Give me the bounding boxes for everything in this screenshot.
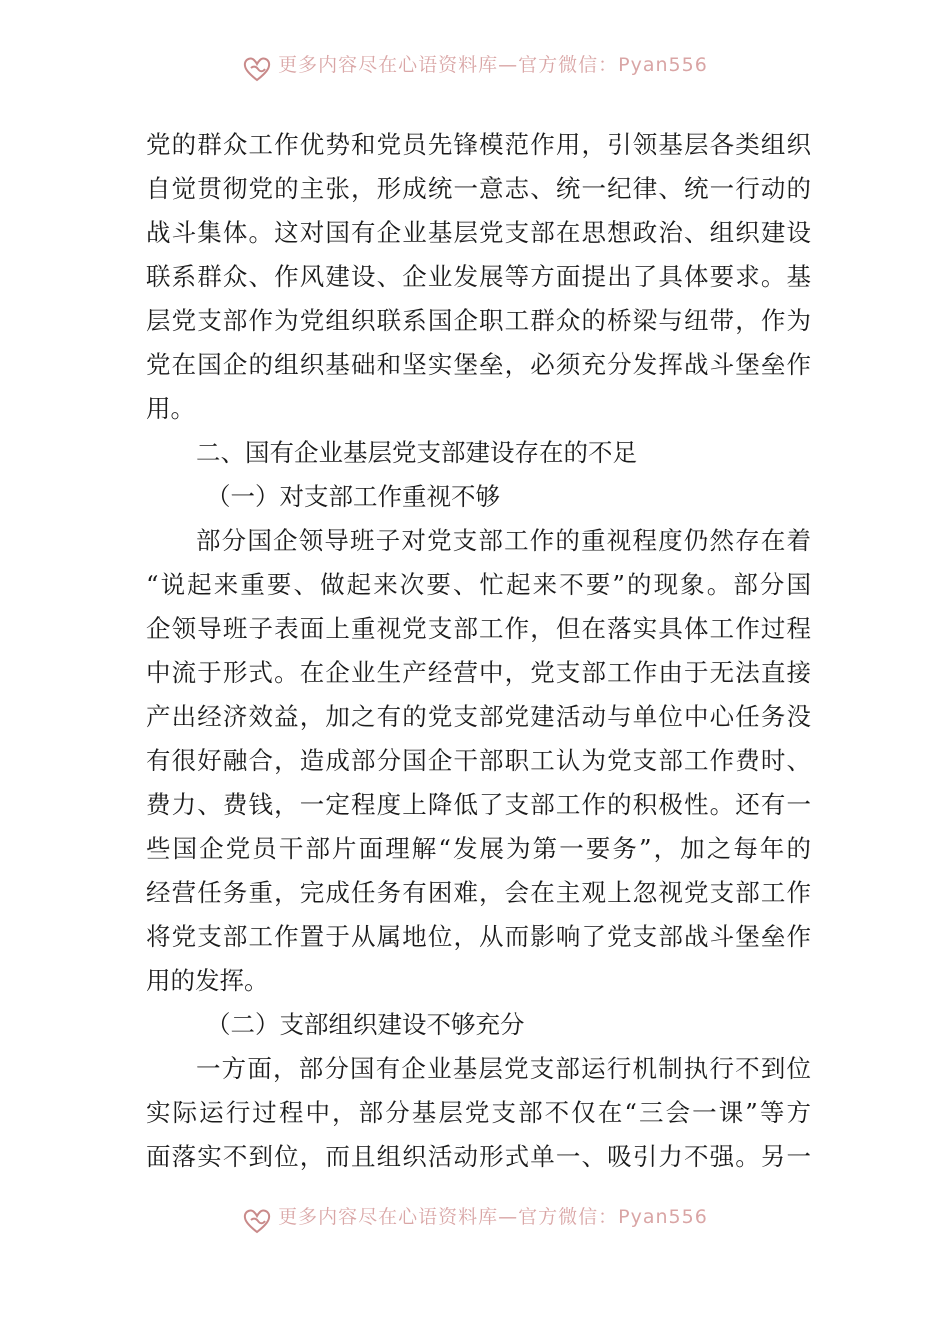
text-line: 经营任务重，完成任务有困难，会在主观上忽视党支部工作 — [146, 878, 811, 907]
heart-logo-icon — [242, 54, 272, 84]
text-line: 用的发挥。 — [146, 966, 269, 995]
text-line: 企领导班子表面上重视党支部工作，但在落实具体工作过程 — [146, 614, 811, 643]
text-line: 党的群众工作优势和党员先锋模范作用，引领基层各类组织 — [146, 130, 811, 159]
text-line: 层党支部作为党组织联系国企职工群众的桥梁与纽带，作为 — [146, 306, 811, 335]
section-heading: 二、国有企业基层党支部建设存在的不足 — [196, 438, 637, 467]
text-line: 用。 — [146, 394, 195, 423]
watermark-banner-top — [0, 52, 950, 86]
text-line: 产出经济效益，加之有的党支部党建活动与单位中心任务没 — [146, 702, 811, 731]
text-line: 部分国企领导班子对党支部工作的重视程度仍然存在着 — [196, 526, 811, 555]
text-line: 将党支部工作置于从属地位，从而影响了党支部战斗堡垒作 — [146, 922, 811, 951]
text-line: 费力、费钱，一定程度上降低了支部工作的积极性。还有一 — [146, 790, 811, 819]
text-line: “说起来重要、做起来次要、忙起来不要”的现象。部分国 — [146, 570, 811, 599]
document-body — [146, 123, 811, 1179]
watermark-banner-bottom — [0, 1204, 950, 1238]
text-line: 战斗集体。这对国有企业基层党支部在思想政治、组织建设 — [146, 218, 811, 247]
heart-logo-icon — [242, 1206, 272, 1236]
text-line: 有很好融合，造成部分国企干部职工认为党支部工作费时、 — [146, 746, 811, 775]
text-line: 实际运行过程中，部分基层党支部不仅在“三会一课”等方 — [146, 1098, 811, 1127]
text-line: 中流于形式。在企业生产经营中，党支部工作由于无法直接 — [146, 658, 811, 687]
text-line: 些国企党员干部片面理解“发展为第一要务”，加之每年的 — [146, 834, 811, 863]
watermark-text-bottom: 更多内容尽在心语资料库—官方微信：Pyan556 — [278, 1205, 708, 1228]
text-line: 联系群众、作风建设、企业发展等方面提出了具体要求。基 — [146, 262, 811, 291]
text-line: 党在国企的组织基础和坚实堡垒，必须充分发挥战斗堡垒作 — [146, 350, 811, 379]
watermark-text-top: 更多内容尽在心语资料库—官方微信：Pyan556 — [278, 53, 708, 76]
text-line: 一方面，部分国有企业基层党支部运行机制执行不到位 — [196, 1054, 811, 1083]
text-line: 自觉贯彻党的主张，形成统一意志、统一纪律、统一行动的 — [146, 174, 811, 203]
text-line: 面落实不到位，而且组织活动形式单一、吸引力不强。另一 — [146, 1142, 811, 1171]
subsection-heading: （二）支部组织建设不够充分 — [206, 1010, 525, 1039]
subsection-heading: （一）对支部工作重视不够 — [206, 482, 500, 511]
